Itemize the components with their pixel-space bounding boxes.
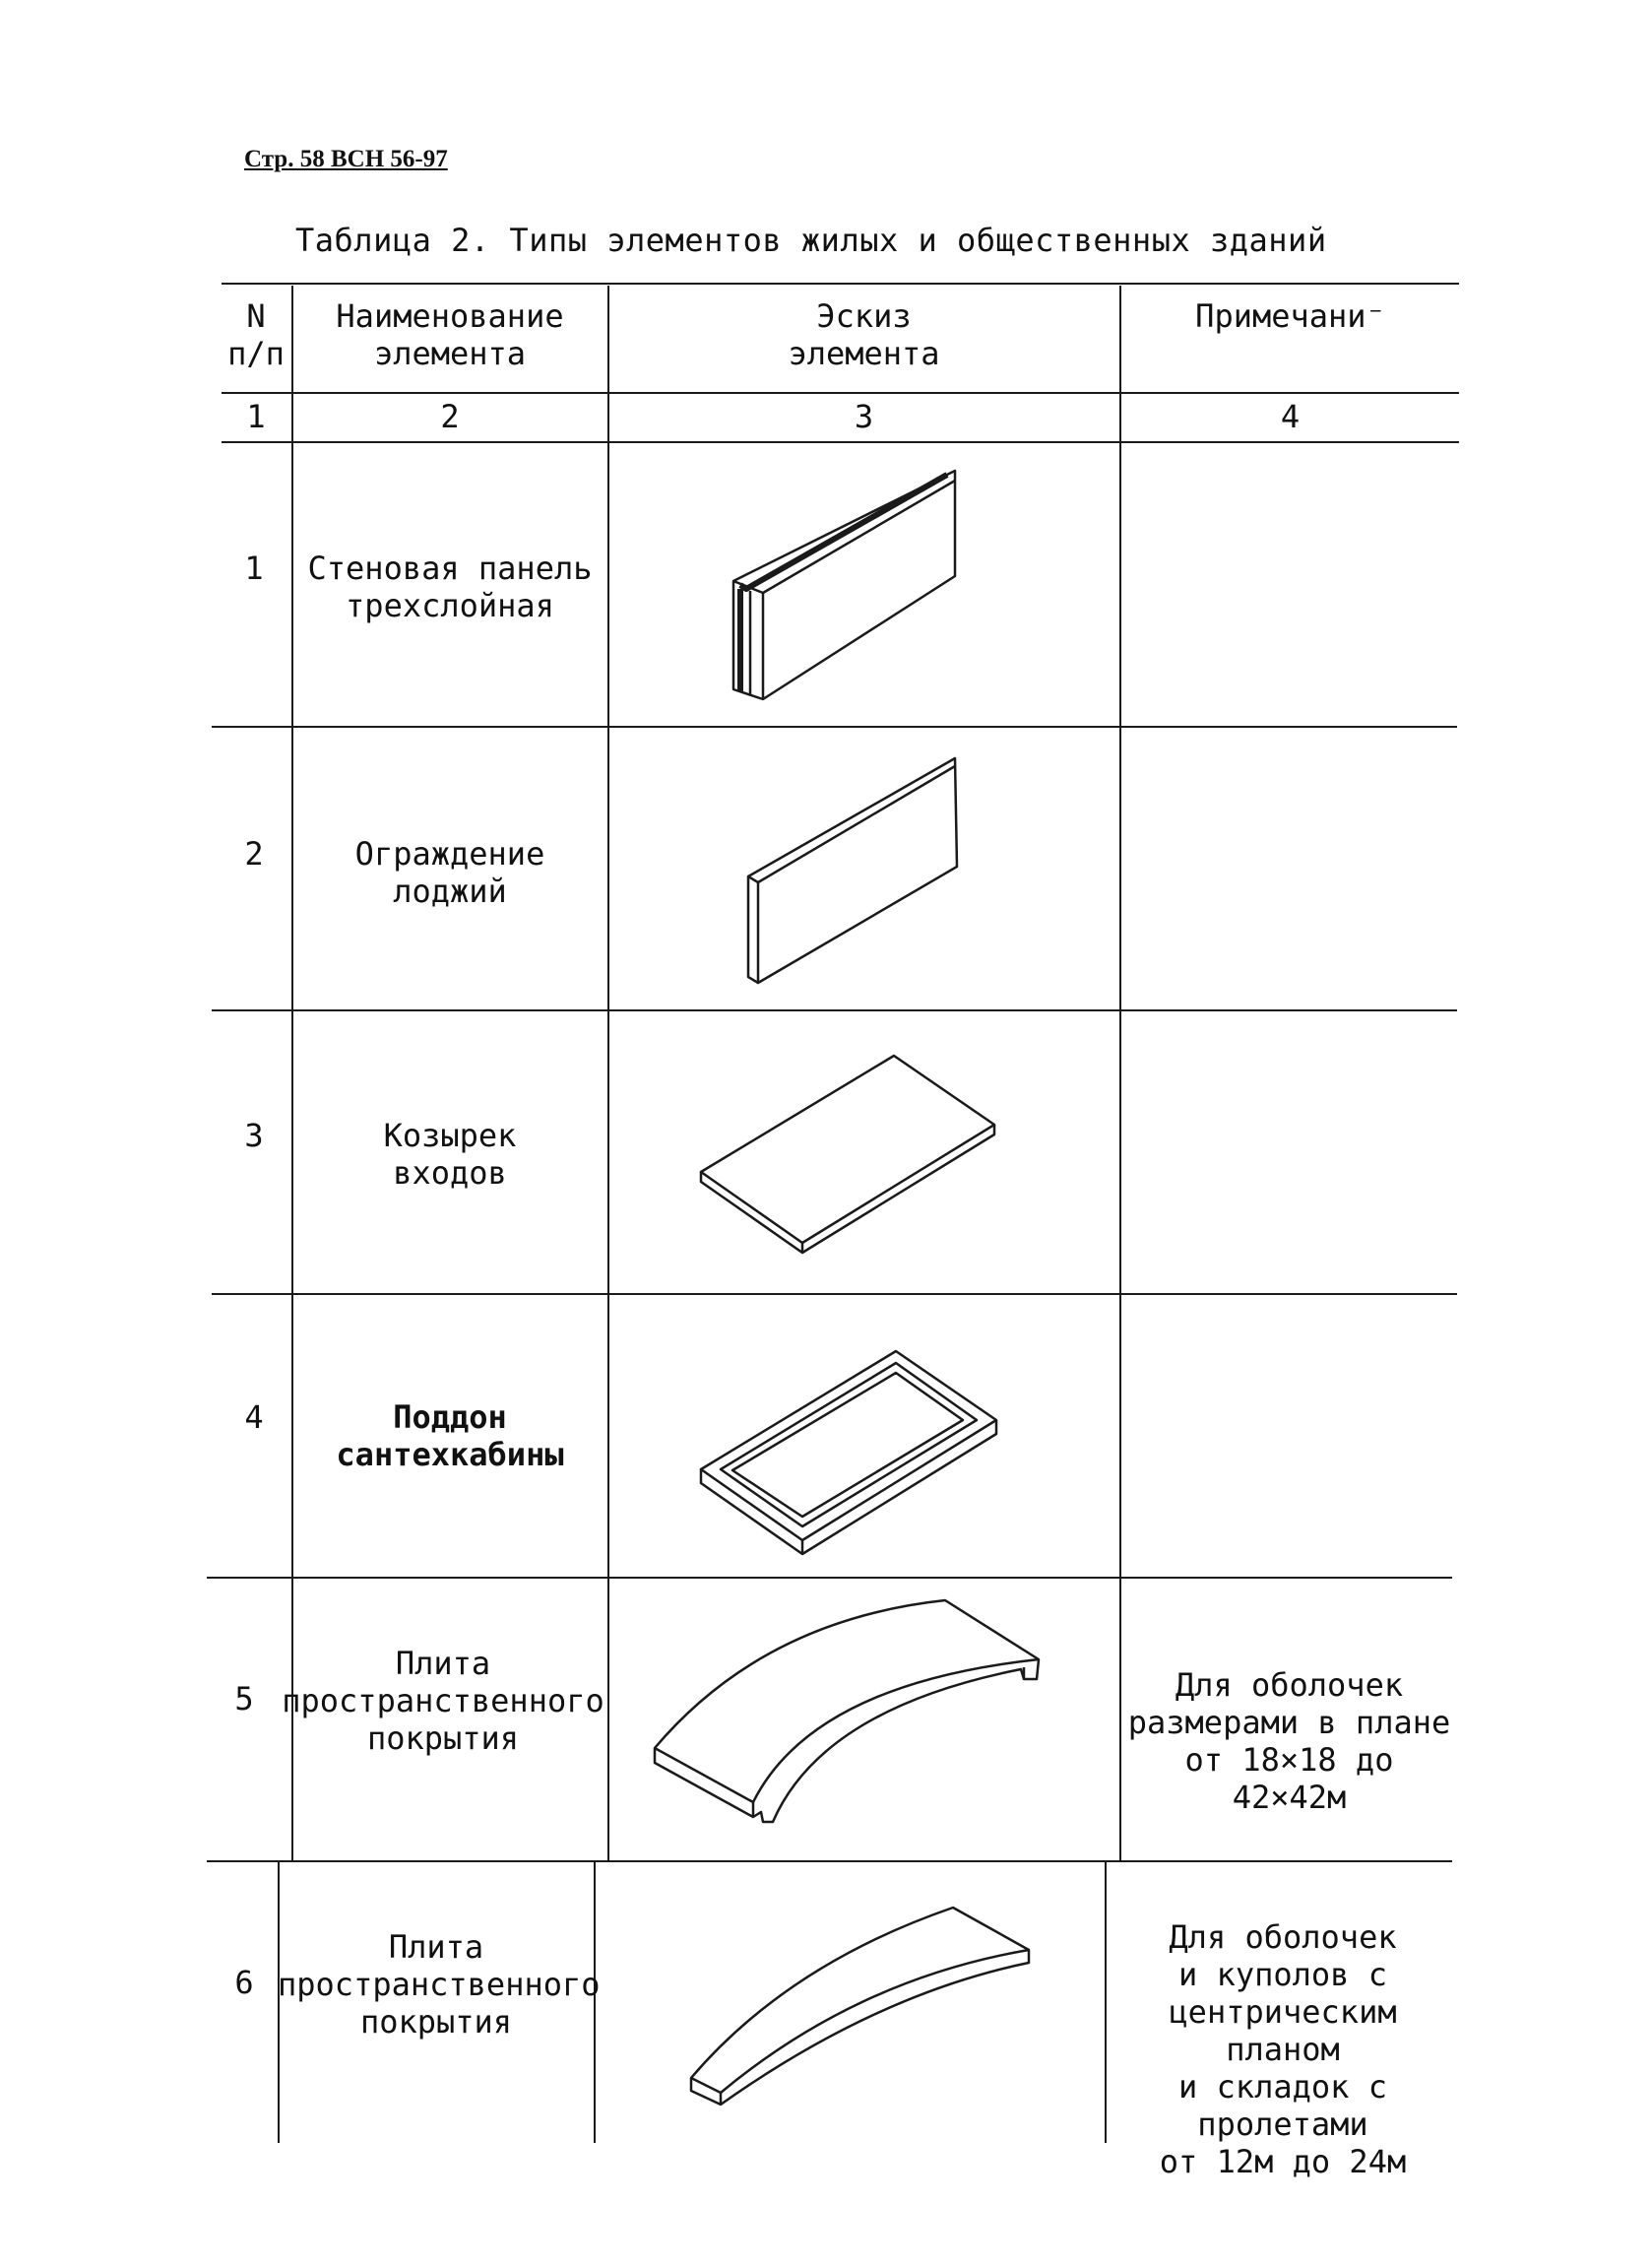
row-rule — [207, 1860, 1452, 1862]
row-number: 5 — [234, 1680, 254, 1717]
column-number: 4 — [1280, 398, 1301, 435]
column-number: 3 — [854, 398, 874, 435]
row-rule — [207, 1577, 1452, 1579]
column-header-sketch: Эскиз элемента — [788, 297, 940, 372]
curved-shell-slab-sketch — [645, 1590, 1058, 1837]
three-layer-wall-panel-sketch — [689, 453, 985, 719]
row-number: 4 — [244, 1398, 264, 1436]
column-divider — [291, 286, 293, 1861]
row-number: 3 — [244, 1117, 264, 1154]
curved-roof-plate-sketch — [679, 1896, 1053, 2112]
column-number: 1 — [246, 398, 266, 435]
element-name: Ограждение лоджий — [354, 835, 545, 910]
row-rule — [212, 1293, 1457, 1295]
row-rule — [212, 1009, 1457, 1011]
bathroom-cabin-tray-sketch — [689, 1339, 1004, 1566]
row-number: 6 — [234, 1964, 254, 2001]
entrance-canopy-slab-sketch — [689, 1044, 1004, 1270]
element-name: Козырек входов — [383, 1117, 517, 1192]
note: Для оболочек и куполов с центрическим планом и складок с пролетами от 12м до 24м — [1159, 1918, 1407, 2180]
element-name: Плита пространственного покрытия — [278, 1928, 601, 2041]
column-divider — [1119, 286, 1121, 1861]
table-top-rule — [222, 283, 1459, 285]
loggia-railing-panel-sketch — [729, 748, 985, 995]
page-header: Стр. 58 ВСН 56-97 — [244, 146, 448, 172]
row-number: 2 — [244, 835, 264, 873]
element-name: Плита пространственного покрытия — [282, 1645, 604, 1757]
column-number: 2 — [440, 398, 460, 435]
element-name: Поддон сантехкабины — [336, 1398, 564, 1473]
element-name: Стеновая панель трехслойная — [307, 550, 593, 624]
table-caption: Таблица 2. Типы элементов жилых и общественных зданий — [295, 222, 1327, 259]
column-divider — [607, 286, 609, 1861]
row-number: 1 — [244, 550, 264, 587]
note: Для оболочек размерами в плане от 18×18 до 42×42м — [1127, 1666, 1451, 1816]
header-rule — [222, 392, 1459, 394]
column-number-rule — [222, 441, 1459, 443]
row-rule — [212, 726, 1457, 728]
column-header-note: Примечани⁻ — [1195, 297, 1385, 335]
column-header-name: Наименование элемента — [336, 297, 564, 372]
column-header-number: N п/п — [227, 297, 285, 372]
